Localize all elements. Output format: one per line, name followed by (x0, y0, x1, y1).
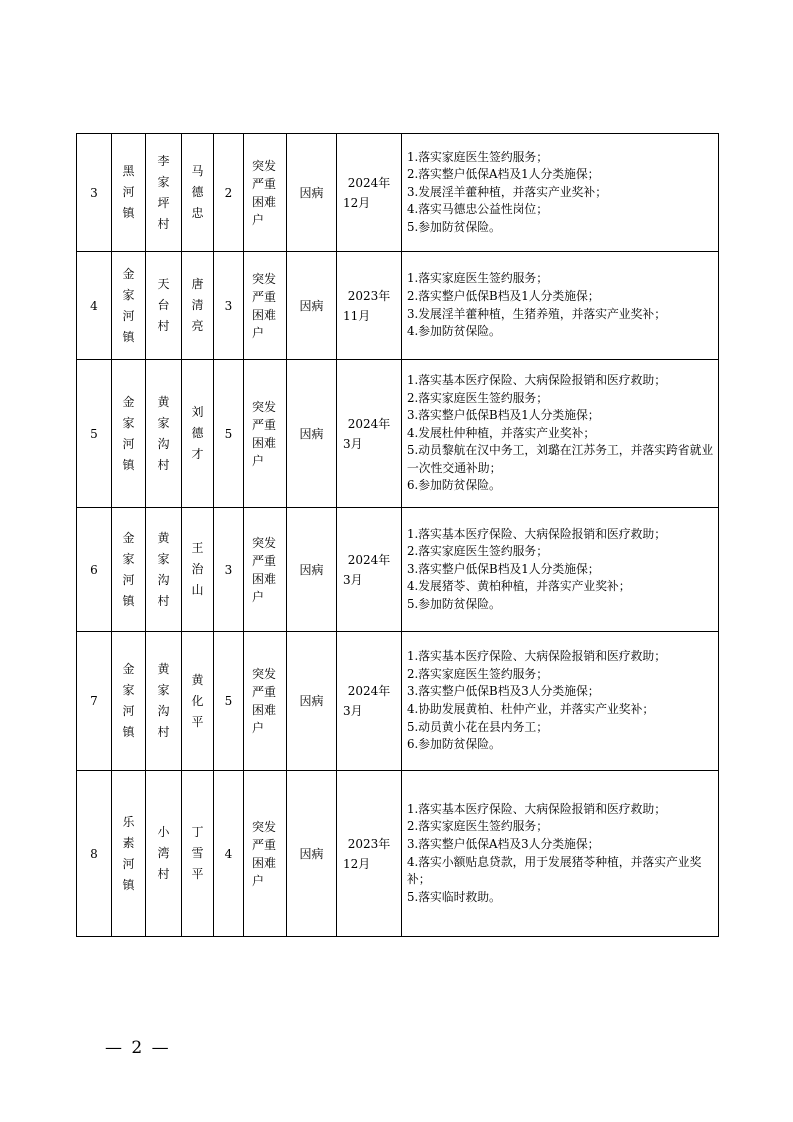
household-type-cell (244, 252, 287, 360)
measure-item: 4.发展杜仲种植，并落实产业奖补； (407, 425, 596, 440)
serial-number-cell (77, 508, 112, 632)
village-text: 黄家沟村 (157, 530, 170, 608)
household-type-cell (244, 134, 287, 252)
measure-item: 5.落实临时救助。 (407, 889, 501, 904)
cause-text: 因病 (299, 185, 324, 200)
measure-item: 1.落实基本医疗保险、大病保险报销和医疗救助； (407, 649, 666, 664)
town-cell (112, 771, 146, 937)
household-size-cell (214, 134, 244, 252)
cause-text: 因病 (299, 298, 324, 313)
measure-item: 5.参加防贫保险。 (407, 596, 501, 611)
measure-item: 6.参加防贫保险。 (407, 737, 501, 752)
cause-text: 因病 (299, 846, 324, 861)
village-text: 小湾村 (157, 825, 170, 881)
household-type-text: 突发严重困难户 (252, 271, 277, 340)
household-size-text: 5 (224, 426, 233, 441)
town-text: 金家河镇 (122, 662, 135, 739)
date-year: 2023年 (347, 836, 391, 851)
household-size-text: 3 (224, 298, 233, 313)
name-text: 丁雪平 (191, 825, 204, 881)
aid-household-table (76, 133, 719, 937)
table-row (77, 771, 719, 937)
name-text: 唐清亮 (191, 277, 204, 333)
village-text: 李家坪村 (157, 153, 170, 231)
measure-item: 5.动员黄小花在县内务工； (407, 719, 549, 734)
measure-item: 3.落实整户低保B档及1人分类施保； (407, 408, 600, 423)
village-cell (146, 252, 182, 360)
date-cell (337, 771, 402, 937)
measures-cell (402, 360, 719, 508)
serial-number-cell (77, 360, 112, 508)
date-year: 2024年 (347, 175, 391, 190)
household-size-cell (214, 771, 244, 937)
town-text: 金家河镇 (122, 530, 135, 608)
town-cell (112, 134, 146, 252)
date-month: 12月 (343, 195, 371, 210)
date-cell (337, 134, 402, 252)
town-cell (112, 252, 146, 360)
measure-item: 5.动员黎航在汉中务工，刘璐在江苏务工，并落实跨省就业一次性交通补助； (407, 443, 714, 475)
measure-item: 4.发展猪苓、黄柏种植，并落实产业奖补； (407, 579, 631, 594)
table-body (77, 134, 719, 937)
measure-item: 4.落实马德忠公益性岗位； (407, 202, 549, 217)
household-size-text: 5 (224, 694, 233, 708)
serial-number-cell (77, 771, 112, 937)
household-type-text: 突发严重困难户 (252, 158, 277, 227)
serial-number-cell (77, 134, 112, 252)
date-year: 2024年 (347, 684, 391, 698)
measures-cell (402, 252, 719, 360)
town-text: 黑河镇 (122, 164, 135, 220)
measures-cell (402, 632, 719, 771)
cause-text: 因病 (299, 426, 324, 441)
name-cell (182, 252, 214, 360)
name-text: 黄化平 (191, 672, 204, 729)
village-text: 天台村 (157, 277, 170, 333)
village-cell (146, 508, 182, 632)
serial-number-cell (77, 632, 112, 771)
table-row (77, 508, 719, 632)
measure-item: 1.落实家庭医生签约服务； (407, 271, 549, 286)
village-cell (146, 632, 182, 771)
serial-number-text: 8 (90, 846, 98, 861)
date-cell (337, 632, 402, 771)
household-type-text: 突发严重困难户 (252, 399, 277, 468)
village-cell (146, 771, 182, 937)
household-size-text: 2 (224, 185, 233, 200)
measure-item: 3.发展淫羊藿种植，并落实产业奖补； (407, 184, 608, 199)
measure-item: 2.落实整户低保B档及1人分类施保； (407, 288, 600, 303)
cause-cell (287, 134, 337, 252)
cause-cell (287, 771, 337, 937)
measures-cell (402, 134, 719, 252)
household-size-cell (214, 508, 244, 632)
measure-item: 4.参加防贫保险。 (407, 324, 501, 339)
household-type-text: 突发严重困难户 (252, 819, 277, 888)
date-month: 3月 (343, 436, 363, 451)
household-size-cell (214, 252, 244, 360)
date-cell (337, 360, 402, 508)
serial-number-text: 6 (90, 562, 98, 577)
measure-item: 5.参加防贫保险。 (407, 219, 501, 234)
household-type-cell (244, 508, 287, 632)
village-cell (146, 134, 182, 252)
household-size-cell (214, 360, 244, 508)
measure-item: 2.落实家庭医生签约服务； (407, 819, 549, 834)
measure-item: 1.落实家庭医生签约服务； (407, 149, 549, 164)
household-type-cell (244, 771, 287, 937)
household-size-text: 3 (224, 562, 233, 577)
name-text: 王治山 (191, 541, 204, 597)
village-cell (146, 360, 182, 508)
date-month: 12月 (343, 856, 371, 871)
table-row (77, 134, 719, 252)
household-type-text: 突发严重困难户 (252, 535, 277, 604)
measure-item: 4.落实小额贴息贷款，用于发展猪苓种植，并落实产业奖补； (407, 854, 702, 887)
name-cell (182, 134, 214, 252)
name-cell (182, 771, 214, 937)
measure-item: 3.落实整户低保A档及3人分类施保； (407, 836, 600, 851)
measure-item: 2.落实整户低保A档及1人分类施保； (407, 167, 600, 182)
name-cell (182, 632, 214, 771)
household-size-cell (214, 632, 244, 771)
serial-number-text: 7 (90, 694, 98, 708)
measure-item: 3.落实整户低保B档及1人分类施保； (407, 561, 600, 576)
town-text: 金家河镇 (122, 266, 135, 344)
serial-number-text: 3 (90, 185, 98, 200)
household-type-text: 突发严重困难户 (252, 667, 277, 735)
name-text: 刘德才 (191, 405, 204, 461)
town-cell (112, 632, 146, 771)
date-year: 2023年 (347, 288, 391, 303)
name-cell (182, 508, 214, 632)
cause-cell (287, 360, 337, 508)
serial-number-text: 5 (90, 426, 98, 441)
date-month: 11月 (343, 308, 371, 323)
date-cell (337, 252, 402, 360)
date-year: 2024年 (347, 552, 391, 567)
serial-number-text: 4 (90, 298, 98, 313)
town-cell (112, 360, 146, 508)
page-number: — 2 — (105, 1038, 171, 1058)
measure-item: 1.落实基本医疗保险、大病保险报销和医疗救助； (407, 372, 666, 387)
name-text: 马德忠 (191, 164, 204, 220)
table-row (77, 632, 719, 771)
household-type-cell (244, 360, 287, 508)
measure-item: 3.落实整户低保B档及3人分类施保； (407, 684, 600, 699)
name-cell (182, 360, 214, 508)
measures-cell (402, 771, 719, 937)
measure-item: 2.落实家庭医生签约服务； (407, 666, 549, 681)
measure-item: 4.协助发展黄柏、杜仲产业，并落实产业奖补； (407, 702, 655, 716)
measure-item: 2.落实家庭医生签约服务； (407, 544, 549, 559)
town-text: 金家河镇 (122, 394, 135, 472)
town-text: 乐素河镇 (122, 814, 135, 892)
measure-item: 1.落实基本医疗保险、大病保险报销和医疗救助； (407, 801, 666, 816)
measure-item: 6.参加防贫保险。 (407, 478, 501, 493)
household-size-text: 4 (224, 846, 233, 861)
measure-item: 1.落实基本医疗保险、大病保险报销和医疗救助； (407, 526, 666, 541)
village-text: 黄家沟村 (157, 662, 170, 739)
household-type-cell (244, 632, 287, 771)
serial-number-cell (77, 252, 112, 360)
cause-cell (287, 632, 337, 771)
town-cell (112, 508, 146, 632)
cause-cell (287, 252, 337, 360)
village-text: 黄家沟村 (157, 394, 170, 472)
date-month: 3月 (343, 572, 363, 587)
table-row (77, 252, 719, 360)
date-year: 2024年 (347, 416, 391, 431)
table-row (77, 360, 719, 508)
measure-item: 3.发展淫羊藿种植，生猪养殖，并落实产业奖补； (407, 306, 666, 321)
cause-cell (287, 508, 337, 632)
measures-cell (402, 508, 719, 632)
cause-text: 因病 (299, 694, 324, 708)
date-month: 3月 (343, 704, 363, 718)
date-cell (337, 508, 402, 632)
cause-text: 因病 (299, 562, 324, 577)
measure-item: 2.落实家庭医生签约服务； (407, 390, 549, 405)
